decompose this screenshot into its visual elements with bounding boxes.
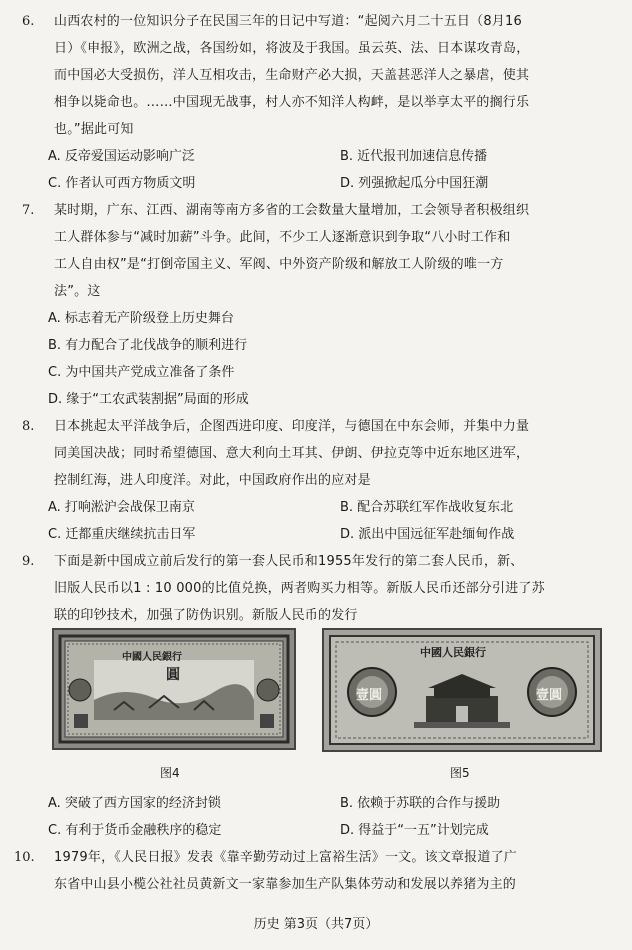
question-text-line: 法”。这 xyxy=(54,284,101,299)
option-c: C. 有利于货币金融秩序的稳定 xyxy=(48,823,222,838)
option-a: A. 标志着无产阶级登上历史舞台 xyxy=(48,311,234,326)
figure-5-caption: 图5 xyxy=(450,766,470,780)
option-c: C. 为中国共产党成立准备了条件 xyxy=(48,365,235,380)
banknote-denomination: 圓 xyxy=(166,667,180,683)
question-text-line: 联的印钞技术，加强了防伪识别。新版人民币的发行 xyxy=(54,608,358,623)
option-b: B. 近代报刊加速信息传播 xyxy=(340,149,488,164)
question-text-line: 工人自由权”是“打倒帝国主义、军阀、中外资产阶级和解放工人阶级的唯一方 xyxy=(54,257,504,272)
question-number: 8. xyxy=(22,419,35,434)
question-text-line: 山西农村的一位知识分子在民国三年的日记中写道：“起阅六月二十五日（8月16 xyxy=(54,14,522,29)
banknote-bank-name: 中國人民銀行 xyxy=(122,652,182,663)
question-number: 7. xyxy=(22,203,35,218)
option-a: A. 打响淞沪会战保卫南京 xyxy=(48,500,195,515)
question-number: 6. xyxy=(22,14,35,29)
banknote-figure-4 xyxy=(52,628,296,750)
option-a: A. 反帝爱国运动影响广泛 xyxy=(48,149,195,164)
question-text-line: 而中国必大受损伤，洋人互相攻击，生命财产必大损，天盖甚恶洋人之暴虐，使其 xyxy=(54,68,530,83)
page-footer: 历史 第3页（共7页） xyxy=(253,917,379,932)
banknote-denomination-left: 壹圓 xyxy=(356,688,383,703)
question-text-line: 某时期，广东、江西、湖南等南方多省的工会数量大量增加，工会领导者积极组织 xyxy=(54,203,530,218)
question-number: 9. xyxy=(22,554,35,569)
question-text-line: 相争以毙命也。……中国现无战事，村人亦不知洋人构衅，是以举享太平的搁行乐 xyxy=(54,95,530,110)
option-b: B. 配合苏联红军作战收复东北 xyxy=(340,500,514,515)
option-d: D. 缘于“工农武装割据”局面的形成 xyxy=(48,392,249,407)
question-text-line: 控制红海，进人印度洋。对此，中国政府作出的应对是 xyxy=(54,473,371,488)
figure-4-caption: 图4 xyxy=(160,766,180,780)
banknote-bank-name: 中國人民銀行 xyxy=(420,646,486,659)
question-text-line: 1979年，《人民日报》发表《靠辛勤劳动过上富裕生活》一文。该文章报道了广 xyxy=(54,850,517,865)
question-number: 10. xyxy=(14,850,35,865)
option-d: D. 得益于“一五”计划完成 xyxy=(340,823,489,838)
question-text-line: 东省中山县小榄公社社员黄新文一家靠参加生产队集体劳动和发展以养猪为主的 xyxy=(54,877,517,892)
question-text-line: 日）《申报》，欧洲之战，各国纷如，将波及于我国。虽云英、法、日本谋攻青岛， xyxy=(54,41,530,56)
question-text-line: 也。”据此可知 xyxy=(54,122,134,137)
option-b: B. 依赖于苏联的合作与援助 xyxy=(340,796,501,811)
banknote-figure-5 xyxy=(322,628,602,752)
option-c: C. 迁都重庆继续抗击日军 xyxy=(48,527,196,542)
option-d: D. 派出中国远征军赴缅甸作战 xyxy=(340,527,515,542)
banknote-denomination-right: 壹圓 xyxy=(536,688,563,703)
option-c: C. 作者认可西方物质文明 xyxy=(48,176,196,191)
question-text-line: 旧版人民币以1 : 10 000的比值兑换，两者购买力相等。新版人民币还部分引进了苏 xyxy=(54,581,545,596)
option-d: D. 列强掀起瓜分中国狂潮 xyxy=(340,176,489,191)
question-text-line: 日本挑起太平洋战争后，企图西进印度、印度洋，与德国在中东会师，并集中力量 xyxy=(54,419,530,434)
option-a: A. 突破了西方国家的经济封锁 xyxy=(48,796,221,811)
option-b: B. 有力配合了北伐战争的顺利进行 xyxy=(48,338,248,353)
question-text-line: 同美国决战；同时希望德国、意大利向土耳其、伊朗、伊拉克等中近东地区进军， xyxy=(54,446,530,461)
question-text-line: 下面是新中国成立前后发行的第一套人民币和1955年发行的第二套人民币，新、 xyxy=(54,554,524,569)
question-text-line: 工人群体参与“减时加薪”斗争。此间，不少工人逐渐意识到争取“八小时工作和 xyxy=(54,230,511,245)
